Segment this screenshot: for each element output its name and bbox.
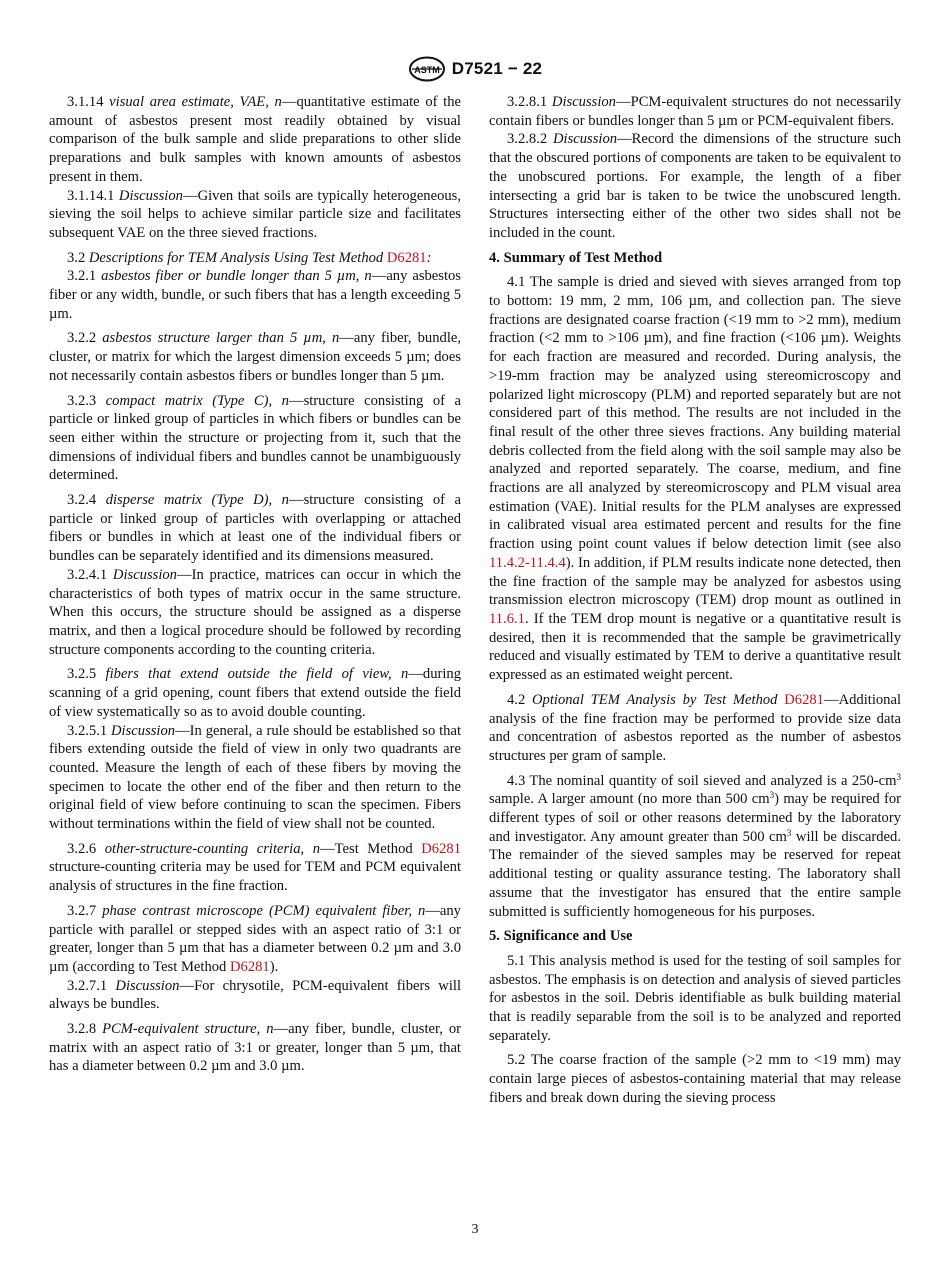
definition-3-2-4: 3.2.4 disperse matrix (Type D), n—structure consisting of a particle or linked group of particles with overlapping or attached fibers or bundles in which at least one of the individual fibers or bundles can be separately identified and its dimensions measured. <box>49 492 461 565</box>
paragraph-4-2: 4.2 Optional TEM Analysis by Test Method D6281—Additional analysis of the fine fraction may be performed to provide size data and concentration of asbestos reported as the number of asbestos structures per gram of sample. <box>489 691 902 764</box>
definition-3-2-8: 3.2.8 PCM-equivalent structure, n—any fiber, bundle, cluster, or matrix with an aspect ratio of 3:1 or greater, longer than 5 µm, that has a diameter between 0.2 µm and 3.0 µm. <box>49 1021 461 1075</box>
definition-3-2-6: 3.2.6 other-structure-counting criteria, n—Test Method D6281 structure-counting criteria may be used for TEM and PCM equivalent analysis of structures in the fine fraction. <box>49 840 461 895</box>
page-number: 3 <box>471 1222 479 1237</box>
discussion-3-2-8-2: 3.2.8.2 Discussion—Record the dimensions of the structure such that the obscured portions of components are taken to be equivalent to the unobscured portions. For example, the length of a fiber intersecting a grid bar is taken to be twice the unobscured length. Structures intersecting either of the other two sides shall not be included in the count. <box>489 131 901 241</box>
section-11-4-2-link[interactable]: 11.4.2-11.4.4 <box>489 554 566 571</box>
d6281-link[interactable]: D6281 <box>230 958 270 975</box>
discussion-3-1-14-1: 3.1.14.1 Discussion—Given that soils are typically heterogeneous, sieving the soil helps to achieve similar particle size and facilitates subsequent VAE on the three sieved fractions. <box>49 187 462 241</box>
section-3-2: 3.2 Descriptions for TEM Analysis Using Test Method D6281: <box>67 249 432 266</box>
definition-3-2-5: 3.2.5 fibers that extend outside the field of view, n—during scanning of a grid opening, count fibers that extend outside the field of view systematically so as to avoid double counting. <box>49 666 461 720</box>
paragraph-5-1: 5.1 This analysis method is used for the testing of soil samples for asbestos. The emphasis is on detection and analysis of sieved particles for asbestos in the soil. Debris identifiable as bulk building material that is readily separable from the soil is to be analyzed and reported separately. <box>489 952 901 1044</box>
d6281-link[interactable]: D6281 <box>784 691 824 708</box>
definition-3-1-14: 3.1.14 visual area estimate, VAE, n—quantitative estimate of the amount of asbestos present most readily obtained by visual comparison of the bulk sample and slide preparations to other slide preparations and bulk samples with known amounts of asbestos present in them. <box>49 94 461 185</box>
d6281-link[interactable]: D6281 <box>421 840 461 857</box>
discussion-3-2-8-1: 3.2.8.1 Discussion—PCM-equivalent structures do not necessarily contain fibers or bundles longer than 5 µm or PCM-equivalent fibers. <box>489 94 902 129</box>
svg-text:ASTM: ASTM <box>414 65 440 75</box>
discussion-3-2-7-1: 3.2.7.1 Discussion—For chrysotile, PCM-equivalent fibers will always be bundles. <box>49 977 462 1013</box>
left-column <box>49 93 461 1082</box>
paragraph-4-1: 4.1 The sample is dried and sieved with sieves arranged from top to bottom: 19 mm, 2 mm, 106 µm, and collection pan. The sieve fractions are designated coarse fraction (<19 mm to >2 mm), medium fraction (<2 mm to >106 µm), and fine fraction (<106 µm). Weights for each fraction are measured and recorded. During analysis, the >19-mm fraction may be analyzed using stereomicroscopy and polarized light microscopy (PLM) and reported separately but are not considered part of this method. The results are not included in the final result of the other three sieves fractions. Any building material debris collected from the field along with the soil sample may also be analyzed and reported separately. The coarse, medium, and fine fractions are all analyzed by stereomicroscopy and PLM visual area estimation (VAE). Initial results for the PLM analyses are expressed in calibrated visual area estimated percent and results for the fine fraction using point count values if below detection limit (see also 11.4.2-11.4.4). In addition, if PLM results indicate none detected, then the fine fraction of the sample may be analyzed for asbestos using transmission electron microscopy (TEM) drop mount as outlined in 11.6.1. If the TEM drop mount is negative or a quantitative result is desired, then it is recommended that the sample be gravimetrically reduced and visually estimated by TEM to derive a quantitative result expressed as an estimated weight percent. <box>489 274 901 684</box>
document-id: D7521 − 22 <box>451 59 543 78</box>
definition-3-2-1: 3.2.1 asbestos fiber or bundle longer than 5 µm, n—any asbestos fiber or any width, bundle, or such fibers that has a length exceeding 5 µm. <box>49 268 461 322</box>
d6281-link[interactable]: D6281 <box>386 249 427 266</box>
page-header <box>0 54 950 84</box>
paragraph-5-2: 5.2 The coarse fraction of the sample (>2 mm to <19 mm) may contain large pieces of asbestos-containing material that may release fibers and break down during the sieving process <box>489 1052 901 1106</box>
discussion-3-2-5-1: 3.2.5.1 Discussion—In general, a rule should be established so that fibers extending outside the field of view in only two quadrants are counted. Measure the length of each of these fibers by moving the specimen to locate the other end of the fiber and then return to the original field of view before continuing to scan the specimen. Fibers without terminations within the field of view shall not be counted. <box>49 722 462 833</box>
definition-3-2-7: 3.2.7 phase contrast microscope (PCM) equivalent fiber, n—any particle with parallel or stepped sides with an aspect ratio of 3:1 or greater, longer than 5 µm that has a diameter between 0.2 µm and 3.0 µm (according to Test Method D6281). <box>49 902 461 975</box>
definition-3-2-2: 3.2.2 asbestos structure larger than 5 µm, n—any fiber, bundle, cluster, or matrix for which the largest dimension exceeds 5 µm; does not necessarily contain asbestos fibers or bundles longer than 5 µm. <box>49 330 461 384</box>
section-5-heading: 5. Significance and Use <box>489 928 633 945</box>
definition-3-2-3: 3.2.3 compact matrix (Type C), n—structure consisting of a particle or linked group of particles in which fibers or bundles can be seen either within the structure or projecting from it, such that the dimensions of individual fibers and bundles cannot be unambiguously determined. <box>49 392 461 484</box>
section-11-6-1-link[interactable]: 11.6.1 <box>489 610 525 627</box>
paragraph-4-3: 4.3 The nominal quantity of soil sieved and analyzed is a $250-cm^3$ sample. A larger amount (no more than 500 $cm^3$) may be required for different types of soil or other reasons determined by the laboratory and investigator. Any amount greater than 500 $cm^3$ will be discarded. The remainder of the sieved samples may be reserved for repeat additional testing or quality assurance testing. The laboratory shall assume that the investigator has ensured that the entire sample submitted is sufficiently homogeneous for his purposes. <box>489 771 901 920</box>
discussion-3-2-4-1: 3.2.4.1 Discussion—In practice, matrices can occur in which the characteristics of both types of matrix occur in the same structure. When this occurs, the structure should be assigned as a disperse matrix, and then a logical procedure should be followed by recording structure components according to the counting criteria. <box>49 566 461 658</box>
right-column <box>489 93 901 1114</box>
astm-logo-icon <box>408 56 446 82</box>
section-4-heading: 4. Summary of Test Method <box>489 249 663 266</box>
